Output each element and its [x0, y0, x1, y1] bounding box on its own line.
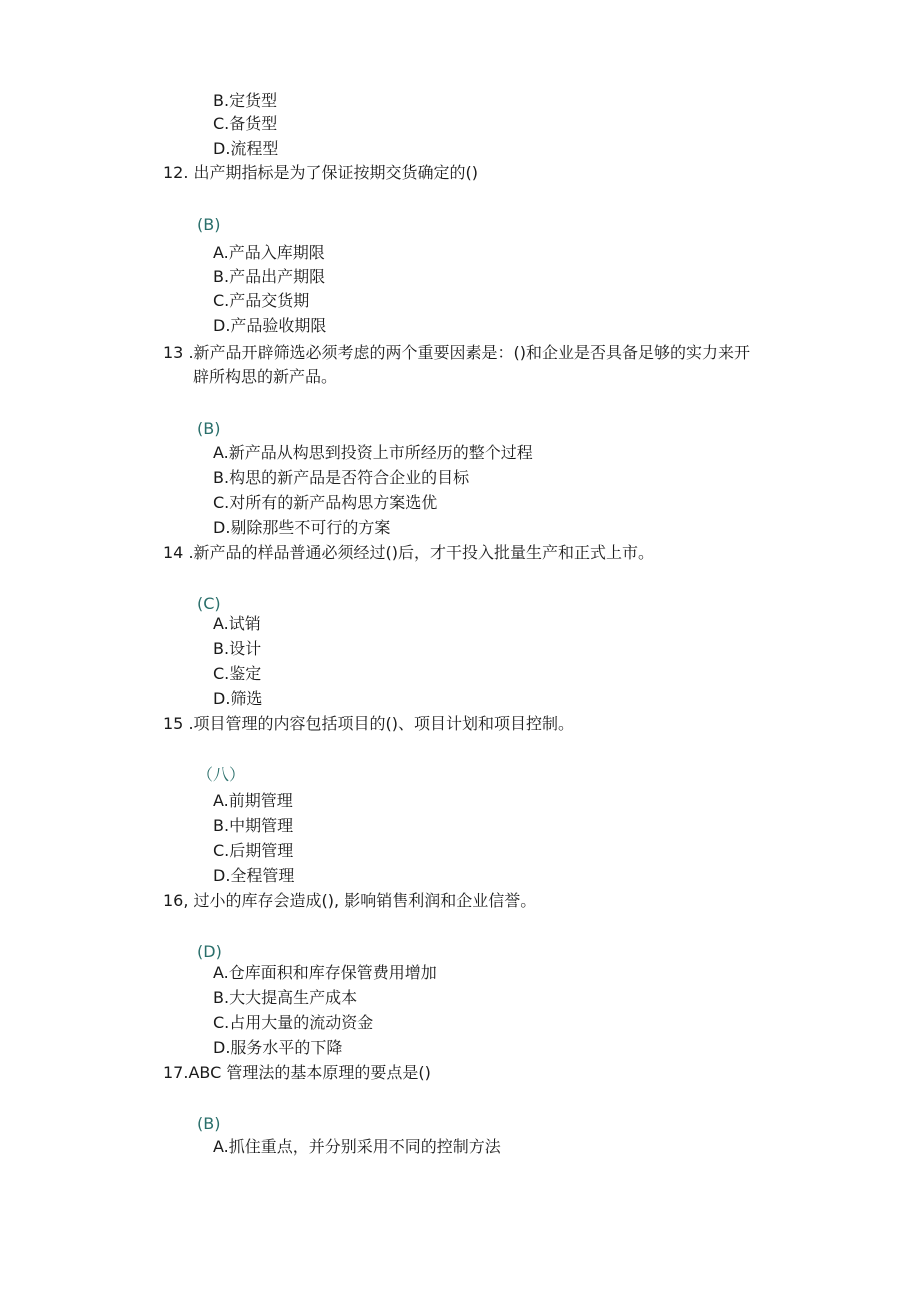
- option-line: C.对所有的新产品构思方案选优: [213, 493, 438, 512]
- answer-line: (B): [197, 1114, 221, 1133]
- option-line: C.备货型: [213, 114, 278, 133]
- option-line: A.仓库面积和库存保管费用增加: [213, 963, 437, 982]
- option-line: C.后期管理: [213, 841, 294, 860]
- option-line: D.流程型: [213, 139, 279, 158]
- question-line: 15 .项目管理的内容包括项目的()、项目计划和项目控制。: [163, 714, 575, 733]
- option-line: B.设计: [213, 639, 262, 658]
- answer-line: （八）: [197, 765, 246, 784]
- question-line-continued: 辟所构思的新产品。: [193, 367, 338, 386]
- answer-line: (B): [197, 419, 221, 438]
- option-line: B.中期管理: [213, 816, 294, 835]
- answer-line: (D): [197, 942, 222, 961]
- option-line: B.产品出产期限: [213, 267, 326, 286]
- question-line: 13 .新产品开辟筛选必须考虑的两个重要因素是：()和企业是否具备足够的实力来开: [163, 343, 751, 362]
- option-line: C.占用大量的流动资金: [213, 1013, 374, 1032]
- option-line: A.试销: [213, 614, 261, 633]
- option-line: C.鉴定: [213, 664, 262, 683]
- question-line: 14 .新产品的样品普通必须经过()后，才干投入批量生产和正式上市。: [163, 543, 655, 562]
- option-line: B.构思的新产品是否符合企业的目标: [213, 468, 470, 487]
- option-line: D.筛选: [213, 689, 263, 708]
- option-line: A.新产品从构思到投资上市所经历的整个过程: [213, 443, 533, 462]
- answer-line: (B): [197, 215, 221, 234]
- option-line: D.产品验收期限: [213, 316, 327, 335]
- option-line: A.产品入库期限: [213, 243, 325, 262]
- option-line: C.产品交货期: [213, 291, 310, 310]
- question-line: 12. 出产期指标是为了保证按期交货确定的(): [163, 163, 479, 182]
- question-line: 17.ABC 管理法的基本原理的要点是(): [163, 1063, 431, 1082]
- option-line: B.大大提高生产成本: [213, 988, 358, 1007]
- question-line: 16, 过小的库存会造成(), 影响销售利润和企业信誉。: [163, 891, 537, 910]
- answer-line: (C): [197, 594, 221, 613]
- option-line: B.定货型: [213, 91, 278, 110]
- option-line: A.抓住重点，并分别采用不同的控制方法: [213, 1137, 501, 1156]
- option-line: A.前期管理: [213, 791, 293, 810]
- option-line: D.服务水平的下降: [213, 1038, 343, 1057]
- option-line: D.剔除那些不可行的方案: [213, 518, 391, 537]
- option-line: D.全程管理: [213, 866, 295, 885]
